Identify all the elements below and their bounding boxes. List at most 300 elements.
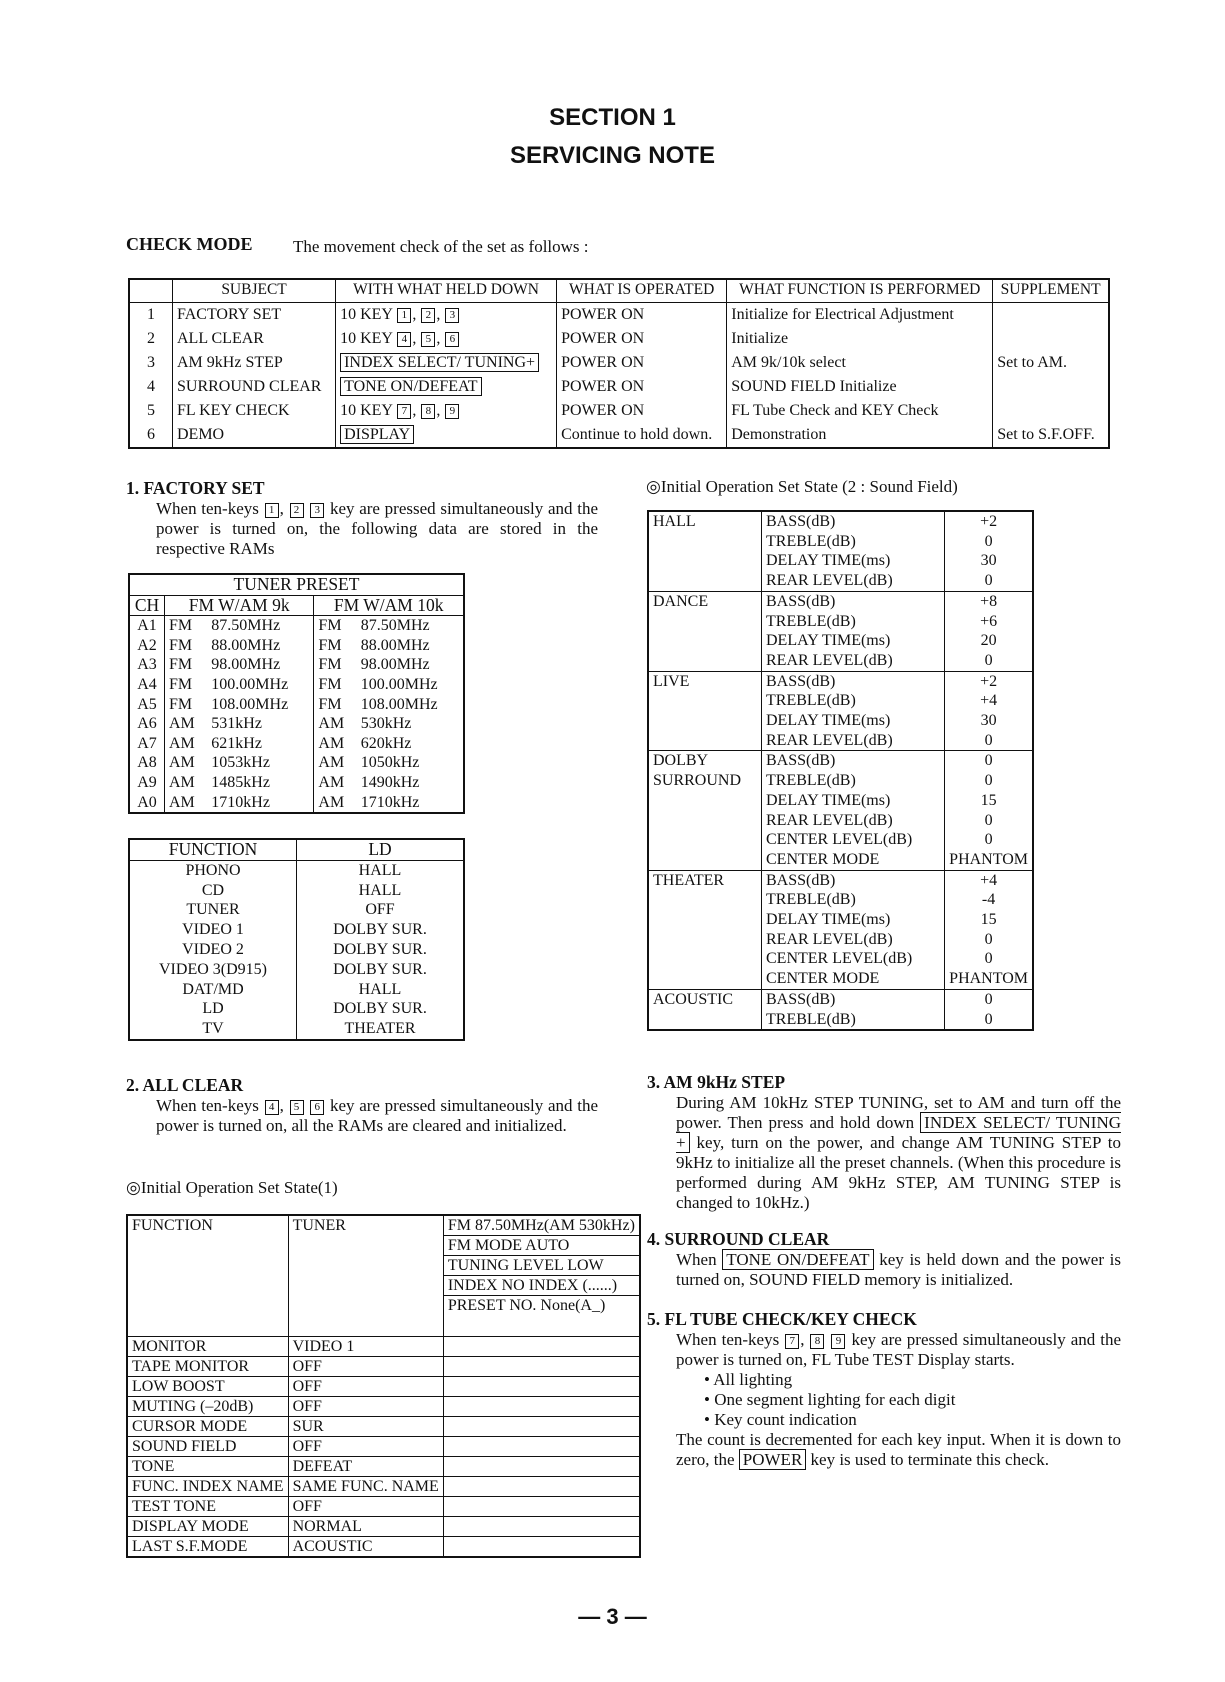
sound-field-param: BASS(dB) [762, 671, 945, 691]
tuner-preset-title: TUNER PRESET [129, 574, 464, 595]
index-select-tuning-key: INDEX SELECT/ TUNING + [676, 1113, 1122, 1152]
is-empty [443, 1497, 640, 1517]
preset-cell: 530kHz [360, 715, 412, 733]
table-row [129, 881, 464, 901]
is-value: OFF [288, 1357, 443, 1377]
sound-field-table [647, 510, 1034, 1031]
tuner-preset-table [128, 573, 465, 814]
sound-field-value: +4 [945, 870, 1033, 890]
row-function: Demonstration [727, 423, 993, 448]
key-6: 6 [445, 332, 459, 347]
sound-field-param: REAR LEVEL(dB) [762, 930, 945, 950]
is-empty [443, 1437, 640, 1457]
table-row [648, 511, 1033, 532]
is-function-label: FUNCTION [127, 1215, 288, 1337]
sound-field-value: 0 [945, 571, 1033, 591]
key-8: 8 [810, 1334, 824, 1349]
preset-cell: 100.00MHz [360, 675, 438, 693]
sound-field-param: REAR LEVEL(dB) [762, 811, 945, 831]
factory-set-heading: 1. FACTORY SET [126, 478, 265, 498]
sound-field-param: CENTER MODE [762, 969, 945, 989]
table-row [129, 999, 464, 1019]
sound-field-param: TREBLE(dB) [762, 1010, 945, 1031]
preset-cell: FM [165, 695, 208, 715]
fl-tube-keys: 7 , 8 9 [784, 1330, 846, 1349]
row-held-down [336, 351, 557, 375]
table-row [127, 1517, 640, 1537]
ld-mode: DOLBY SUR. [297, 960, 465, 980]
is-value: OFF [288, 1377, 443, 1397]
sound-field-param: BASS(dB) [762, 591, 945, 611]
preset-cell: 620kHz [360, 734, 412, 752]
is-value: NORMAL [288, 1517, 443, 1537]
sound-field-value: 0 [945, 1010, 1033, 1031]
key-1: 1 [265, 503, 279, 518]
is-value: SAME FUNC. NAME [288, 1477, 443, 1497]
is-item: MUTING (–20dB) [127, 1397, 288, 1417]
sound-field-param: BASS(dB) [762, 870, 945, 890]
check-mode-header: WHAT FUNCTION IS PERFORMED [727, 279, 993, 303]
fl-tube-bullets [676, 1370, 1121, 1430]
is-empty [443, 1417, 640, 1437]
ld-mode: OFF [297, 900, 465, 920]
fl-tube-bullet: • All lighting [704, 1370, 1121, 1390]
preset-cell: 531kHz [211, 715, 262, 733]
am-step-text-b: key, turn on the power, and change AM TUNING STEP to 9kHz to initialize all the preset channels. (When this procedure is performed during AM 9kHz STEP, AM TUNING STEP is changed to 10kHz.) [676, 1133, 1121, 1212]
function-ld-table [128, 838, 465, 1041]
function-name: LD [202, 1000, 224, 1018]
preset-cell: FM [314, 616, 357, 636]
sound-field-name: ACOUSTIC [648, 989, 762, 1030]
col-am10k: FM W/AM 10k [314, 595, 464, 616]
sound-field-value: 0 [945, 651, 1033, 671]
table-row [648, 989, 1033, 1009]
row-held-down [336, 375, 557, 399]
sound-field-value: 20 [945, 631, 1033, 651]
sound-field-name: THEATER [648, 870, 762, 989]
preset-cell: AM [165, 773, 208, 793]
table-row [129, 860, 464, 880]
is-empty [443, 1397, 640, 1417]
key-4: 4 [397, 332, 411, 347]
ld-mode: THEATER [297, 1019, 465, 1040]
sound-field-param: DELAY TIME(ms) [762, 551, 945, 571]
row-number: 2 [129, 327, 173, 351]
sound-field-value: 30 [945, 551, 1033, 571]
sound-field-value: 0 [945, 930, 1033, 950]
check-mode-header: SUPPLEMENT [993, 279, 1109, 303]
surround-clear-text-b: key is held down and the power is turned on, SOUND FIELD memory is initialized. [676, 1250, 1122, 1289]
fl-tube-heading: 5. FL TUBE CHECK/KEY CHECK [647, 1309, 917, 1329]
preset-cell: FM [314, 655, 357, 675]
row-subject: AM 9kHz STEP [173, 351, 336, 375]
sound-field-param: TREBLE(dB) [762, 532, 945, 552]
table-row [127, 1357, 640, 1377]
factory-set-text [156, 499, 598, 559]
table-row [129, 351, 1109, 375]
key-9: 9 [445, 404, 459, 419]
sound-field-param: BASS(dB) [762, 751, 945, 771]
all-clear-text-a: When ten-keys [156, 1096, 259, 1115]
is-tuner-value: FM 87.50MHz(AM 530kHz) [443, 1215, 640, 1236]
all-clear-heading: 2. ALL CLEAR [126, 1075, 244, 1095]
sound-field-value: 0 [945, 532, 1033, 552]
function-name: PHONO [185, 861, 241, 879]
preset-cell: AM [314, 793, 357, 814]
sound-field-param: REAR LEVEL(dB) [762, 651, 945, 671]
preset-cell: FM [165, 675, 208, 695]
row-subject: FACTORY SET [173, 303, 336, 328]
row-number: 6 [129, 423, 173, 448]
table-row [129, 753, 464, 773]
preset-channel: A5 [137, 695, 157, 713]
sound-field-value: 0 [945, 989, 1033, 1009]
surround-clear-heading: 4. SURROUND CLEAR [647, 1229, 830, 1249]
surround-clear-text-a: When [676, 1250, 717, 1269]
preset-cell: 1710kHz [360, 793, 420, 811]
preset-cell: 108.00MHz [211, 695, 289, 713]
check-mode-header: WHAT IS OPERATED [557, 279, 727, 303]
all-clear-text [156, 1096, 598, 1136]
preset-cell: 88.00MHz [211, 636, 281, 654]
fl-tube-text-c: The count is decremented for each key input. When it is down to zero, the [676, 1430, 1121, 1469]
preset-cell: 1710kHz [211, 793, 270, 811]
sound-field-value: 0 [945, 771, 1033, 791]
is-item: FUNC. INDEX NAME [127, 1477, 288, 1497]
sound-field-name: DOLBY SURROUND [648, 751, 762, 870]
held-key-box: DISPLAY [340, 425, 414, 444]
table-row [127, 1337, 640, 1357]
table-row [129, 734, 464, 754]
row-operated: POWER ON [557, 375, 727, 399]
is-value: ACOUSTIC [288, 1537, 443, 1558]
preset-channel: A0 [137, 793, 157, 811]
ld-mode: DOLBY SUR. [297, 920, 465, 940]
fl-tube-bullet: • Key count indication [704, 1410, 1121, 1430]
col-am9k: FM W/AM 9k [165, 595, 314, 616]
table-row [129, 1019, 464, 1040]
is-tuner-value: PRESET NO. None(A_) [443, 1296, 640, 1337]
fl-tube-text [676, 1330, 1121, 1470]
key-9: 9 [831, 1334, 845, 1349]
am-step-heading: 3. AM 9kHz STEP [647, 1072, 786, 1092]
table-row [129, 303, 1109, 328]
preset-cell: 87.50MHz [360, 617, 430, 635]
preset-cell: AM [314, 714, 357, 734]
sound-field-param: REAR LEVEL(dB) [762, 571, 945, 591]
held-key-box: TONE ON/DEFEAT [340, 377, 481, 396]
table-row [129, 655, 464, 675]
sound-field-value: 0 [945, 830, 1033, 850]
sound-field-name: DANCE [648, 591, 762, 671]
ld-mode: DOLBY SUR. [297, 999, 465, 1019]
function-name: TUNER [186, 901, 240, 919]
sound-field-param: BASS(dB) [762, 511, 945, 532]
preset-cell: 100.00MHz [211, 675, 289, 693]
key-6: 6 [310, 1100, 324, 1115]
fl-tube-text-b: key are pressed simultaneously and the power is turned on, FL Tube TEST Display starts. [676, 1330, 1122, 1369]
col-function: FUNCTION [129, 839, 297, 860]
sound-field-value: +2 [945, 511, 1033, 532]
row-held-down: 10 KEY 4 , 5 , 6 [336, 327, 557, 351]
preset-cell: FM [165, 636, 208, 656]
check-mode-intro: The movement check of the set as follows : [293, 237, 589, 256]
surround-clear-text [676, 1250, 1121, 1290]
preset-cell: FM [165, 655, 208, 675]
row-number: 4 [129, 375, 173, 399]
preset-cell: 1053kHz [211, 754, 270, 772]
row-subject: FL KEY CHECK [173, 399, 336, 423]
is-tuner-value: TUNING LEVEL LOW [443, 1256, 640, 1276]
col-ch: CH [129, 595, 165, 616]
is-tuner-label: TUNER [288, 1215, 443, 1337]
function-name: TV [202, 1020, 224, 1038]
key-3: 3 [445, 308, 459, 323]
row-function: Initialize for Electrical Adjustment [727, 303, 993, 328]
row-held-down [336, 423, 557, 448]
is-tuner-value: INDEX NO INDEX (......) [443, 1276, 640, 1296]
sound-field-param: DELAY TIME(ms) [762, 791, 945, 811]
factory-set-text-b: key are pressed simultaneously and the power is turned on, the following data are stored in the respective RAMs [156, 499, 598, 558]
is-value: OFF [288, 1397, 443, 1417]
is-value: DEFEAT [288, 1457, 443, 1477]
key-7: 7 [397, 404, 411, 419]
is-item: LAST S.F.MODE [127, 1537, 288, 1558]
row-supplement [993, 327, 1109, 351]
preset-channel: A1 [137, 617, 157, 635]
sound-field-param: TREBLE(dB) [762, 612, 945, 632]
table-row [129, 900, 464, 920]
row-supplement: Set to S.F.OFF. [993, 423, 1109, 448]
sound-field-value: 15 [945, 910, 1033, 930]
preset-cell: AM [165, 734, 208, 754]
row-number: 1 [129, 303, 173, 328]
preset-cell: 98.00MHz [211, 656, 281, 674]
preset-channel: A9 [137, 773, 157, 791]
key-7: 7 [785, 1334, 799, 1349]
initial-state-1-title: ◎Initial Operation Set State(1) [126, 1178, 338, 1197]
sound-field-param: TREBLE(dB) [762, 890, 945, 910]
table-row [129, 960, 464, 980]
sound-field-value: +8 [945, 591, 1033, 611]
table-row [129, 423, 1109, 448]
is-item: LOW BOOST [127, 1377, 288, 1397]
row-subject: ALL CLEAR [173, 327, 336, 351]
is-item: DISPLAY MODE [127, 1517, 288, 1537]
all-clear-keys: 4 , 5 6 [264, 1096, 326, 1115]
preset-cell: 88.00MHz [360, 636, 430, 654]
sound-field-param: CENTER LEVEL(dB) [762, 830, 945, 850]
tone-defeat-key: TONE ON/DEFEAT [722, 1249, 873, 1270]
is-item: MONITOR [127, 1337, 288, 1357]
table-row [648, 591, 1033, 611]
check-mode-header [129, 279, 173, 303]
table-row [127, 1377, 640, 1397]
function-name: VIDEO 2 [182, 940, 244, 958]
sound-field-param: DELAY TIME(ms) [762, 711, 945, 731]
page-number: — 3 — [578, 1604, 647, 1629]
row-function: Initialize [727, 327, 993, 351]
preset-cell: 621kHz [211, 734, 262, 752]
is-value: VIDEO 1 [288, 1337, 443, 1357]
preset-cell: AM [314, 734, 357, 754]
sound-field-value: PHANTOM [945, 969, 1033, 989]
sound-field-value: 0 [945, 731, 1033, 751]
table-row [129, 327, 1109, 351]
preset-cell: FM [314, 695, 357, 715]
preset-cell: FM [165, 616, 208, 636]
is-item: TAPE MONITOR [127, 1357, 288, 1377]
function-name: CD [201, 881, 225, 899]
sound-field-value: +4 [945, 691, 1033, 711]
row-function: SOUND FIELD Initialize [727, 375, 993, 399]
preset-cell: 1050kHz [360, 754, 420, 772]
held-key-box: INDEX SELECT/ TUNING+ [340, 353, 539, 372]
sound-field-param: TREBLE(dB) [762, 691, 945, 711]
is-empty [443, 1337, 640, 1357]
row-subject: DEMO [173, 423, 336, 448]
is-empty [443, 1477, 640, 1497]
sound-field-value: +2 [945, 671, 1033, 691]
row-function: FL Tube Check and KEY Check [727, 399, 993, 423]
preset-cell: 1485kHz [211, 773, 270, 791]
row-supplement [993, 375, 1109, 399]
sound-field-value: 15 [945, 791, 1033, 811]
is-item: CURSOR MODE [127, 1417, 288, 1437]
table-row [127, 1457, 640, 1477]
is-empty [443, 1537, 640, 1558]
sound-field-name: HALL [653, 513, 696, 530]
sound-field-param: DELAY TIME(ms) [762, 910, 945, 930]
preset-channel: A2 [137, 636, 157, 654]
is-empty [443, 1357, 640, 1377]
is-empty [443, 1517, 640, 1537]
table-row [127, 1497, 640, 1517]
key-2: 2 [290, 503, 304, 518]
sound-field-value: +6 [945, 612, 1033, 632]
function-name: VIDEO 3(D915) [159, 960, 267, 978]
table-row [127, 1397, 640, 1417]
table-row [129, 773, 464, 793]
row-subject: SURROUND CLEAR [173, 375, 336, 399]
is-value: SUR [288, 1417, 443, 1437]
preset-cell: FM [314, 675, 357, 695]
preset-cell: AM [165, 714, 208, 734]
check-mode-header: WITH WHAT HELD DOWN [336, 279, 557, 303]
sound-field-name: LIVE [648, 671, 762, 751]
sound-field-param: CENTER MODE [762, 850, 945, 870]
ld-mode: HALL [297, 980, 465, 1000]
row-number: 3 [129, 351, 173, 375]
preset-cell: AM [314, 773, 357, 793]
key-5: 5 [290, 1100, 304, 1115]
key-2: 2 [421, 308, 435, 323]
sound-field-value: 0 [945, 811, 1033, 831]
table-row [129, 616, 464, 636]
table-row [127, 1417, 640, 1437]
sound-field-value: -4 [945, 890, 1033, 910]
am-step-text [676, 1093, 1121, 1213]
preset-cell: 98.00MHz [360, 656, 430, 674]
table-row [129, 399, 1109, 423]
check-mode-title: CHECK MODE [126, 234, 253, 254]
row-supplement: Set to AM. [993, 351, 1109, 375]
table-row [648, 751, 1033, 771]
row-operated: POWER ON [557, 351, 727, 375]
table-row [127, 1477, 640, 1497]
table-row [129, 636, 464, 656]
fl-tube-bullet: • One segment lighting for each digit [704, 1390, 1121, 1410]
preset-channel: A3 [137, 656, 157, 674]
factory-set-keys: 1 , 2 3 [264, 499, 326, 518]
function-name: VIDEO 1 [182, 921, 244, 939]
initial-state-1-table [126, 1214, 641, 1558]
preset-cell: 1490kHz [360, 773, 420, 791]
row-number: 5 [129, 399, 173, 423]
table-row [129, 980, 464, 1000]
is-tuner-value: FM MODE AUTO [443, 1236, 640, 1256]
is-empty [443, 1457, 640, 1477]
sound-field-value: 30 [945, 711, 1033, 731]
key-4: 4 [265, 1100, 279, 1115]
sound-field-value: 0 [945, 949, 1033, 969]
preset-cell: AM [314, 753, 357, 773]
preset-cell: AM [165, 793, 208, 814]
row-operated: POWER ON [557, 327, 727, 351]
ld-mode: DOLBY SUR. [297, 940, 465, 960]
sound-field-param: DELAY TIME(ms) [762, 631, 945, 651]
row-held-down: 10 KEY 7 , 8 , 9 [336, 399, 557, 423]
table-row [127, 1537, 640, 1558]
row-operated: Continue to hold down. [557, 423, 727, 448]
preset-channel: A6 [137, 715, 157, 733]
sound-field-param: TREBLE(dB) [762, 771, 945, 791]
sound-field-value: PHANTOM [945, 850, 1033, 870]
table-row [129, 920, 464, 940]
table-row [648, 870, 1033, 890]
sound-field-param: REAR LEVEL(dB) [762, 731, 945, 751]
is-value: OFF [288, 1497, 443, 1517]
sound-field-value: 0 [945, 751, 1033, 771]
row-supplement [993, 303, 1109, 328]
all-clear-text-b: key are pressed simultaneously and the power is turned on, all the RAMs are cleared and initialized. [156, 1096, 598, 1135]
row-operated: POWER ON [557, 303, 727, 328]
is-empty [443, 1377, 640, 1397]
sound-field-param: CENTER LEVEL(dB) [762, 949, 945, 969]
table-row [648, 671, 1033, 691]
section-number: SECTION 1 [549, 104, 676, 131]
preset-channel: A4 [137, 675, 157, 693]
preset-channel: A7 [137, 734, 157, 752]
key-8: 8 [421, 404, 435, 419]
factory-set-text-a: When ten-keys [156, 499, 259, 518]
preset-cell: AM [165, 753, 208, 773]
is-item: TONE [127, 1457, 288, 1477]
function-name: DAT/MD [182, 980, 244, 998]
key-3: 3 [310, 503, 324, 518]
row-supplement [993, 399, 1109, 423]
table-row [129, 714, 464, 734]
is-value: OFF [288, 1437, 443, 1457]
fl-tube-text-d: key is used to terminate this check. [810, 1450, 1049, 1469]
row-operated: POWER ON [557, 399, 727, 423]
ld-mode: HALL [297, 860, 465, 880]
preset-cell: 87.50MHz [211, 617, 281, 635]
sound-field-title: ◎Initial Operation Set State (2 : Sound Field) [646, 477, 958, 496]
preset-cell: FM [314, 636, 357, 656]
power-key: POWER [739, 1449, 807, 1470]
table-row [129, 675, 464, 695]
